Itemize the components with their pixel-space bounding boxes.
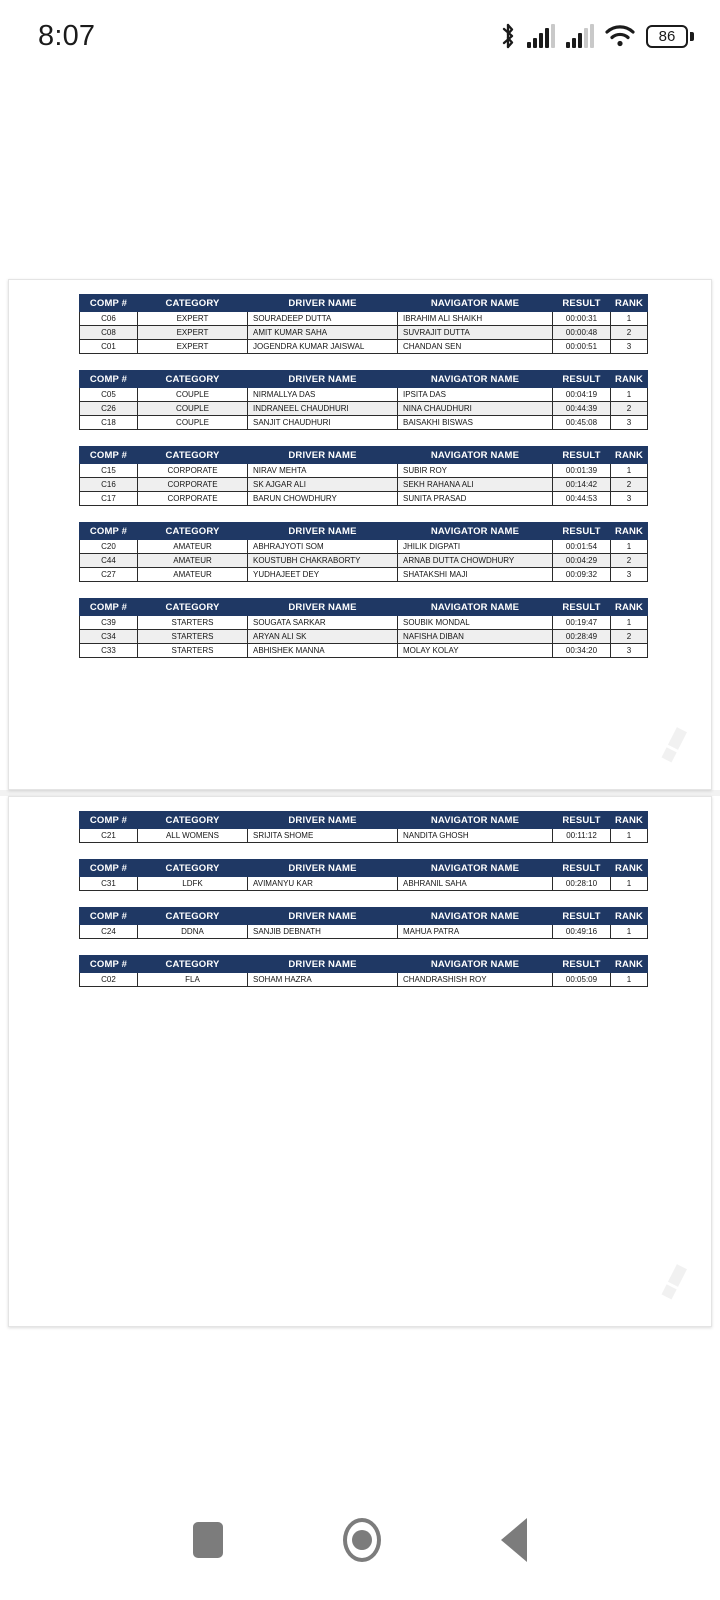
cell-driver: SOHAM HAZRA xyxy=(248,973,398,987)
cell-driver: SANJIB DEBNATH xyxy=(248,925,398,939)
cell-category: EXPERT xyxy=(138,340,248,354)
back-button[interactable] xyxy=(501,1518,527,1562)
cell-category: COUPLE xyxy=(138,416,248,430)
cell-rank: 1 xyxy=(611,540,648,554)
table-row xyxy=(80,312,648,326)
document-page-2 xyxy=(8,796,712,1327)
column-header-rank: RANK xyxy=(611,447,648,464)
cell-rank: 2 xyxy=(611,326,648,340)
column-header-category: CATEGORY xyxy=(138,295,248,312)
column-header-navigator: NAVIGATOR NAME xyxy=(398,812,553,829)
cell-result: 00:01:54 xyxy=(553,540,611,554)
cell-result: 00:45:08 xyxy=(553,416,611,430)
watermark-icon xyxy=(645,713,700,768)
cell-navigator: IBRAHIM ALI SHAIKH xyxy=(398,312,553,326)
cell-category: CORPORATE xyxy=(138,478,248,492)
cell-comp: C21 xyxy=(80,829,138,843)
cell-driver: BARUN CHOWDHURY xyxy=(248,492,398,506)
cell-navigator: SHATAKSHI MAJI xyxy=(398,568,553,582)
cell-navigator: JHILIK DIGPATI xyxy=(398,540,553,554)
column-header-comp: COMP # xyxy=(80,523,138,540)
table-row xyxy=(80,925,648,939)
cell-rank: 1 xyxy=(611,973,648,987)
document-viewer[interactable] xyxy=(0,72,720,1480)
column-header-category: CATEGORY xyxy=(138,447,248,464)
signal-sim2-icon xyxy=(566,24,594,48)
cell-comp: C01 xyxy=(80,340,138,354)
results-table-starters xyxy=(79,598,648,658)
column-header-navigator: NAVIGATOR NAME xyxy=(398,371,553,388)
column-header-navigator: NAVIGATOR NAME xyxy=(398,860,553,877)
table-row xyxy=(80,554,648,568)
cell-rank: 2 xyxy=(611,478,648,492)
column-header-driver: DRIVER NAME xyxy=(248,599,398,616)
cell-navigator: MOLAY KOLAY xyxy=(398,644,553,658)
column-header-driver: DRIVER NAME xyxy=(248,447,398,464)
watermark-icon xyxy=(645,1250,700,1305)
cell-comp: C34 xyxy=(80,630,138,644)
cell-comp: C02 xyxy=(80,973,138,987)
column-header-result: RESULT xyxy=(553,371,611,388)
results-table-all-womens xyxy=(79,811,648,843)
cell-category: EXPERT xyxy=(138,312,248,326)
cell-rank: 3 xyxy=(611,568,648,582)
cell-driver: JOGENDRA KUMAR JAISWAL xyxy=(248,340,398,354)
cell-rank: 2 xyxy=(611,402,648,416)
cell-result: 00:01:39 xyxy=(553,464,611,478)
table-row xyxy=(80,630,648,644)
cell-result: 00:04:29 xyxy=(553,554,611,568)
cell-comp: C20 xyxy=(80,540,138,554)
battery-level-label: 86 xyxy=(658,27,676,45)
cell-driver: ABHRAJYOTI SOM xyxy=(248,540,398,554)
table-header-row xyxy=(80,371,648,388)
cell-result: 00:11:12 xyxy=(553,829,611,843)
recents-button[interactable] xyxy=(193,1522,223,1558)
cell-comp: C26 xyxy=(80,402,138,416)
cell-navigator: ARNAB DUTTA CHOWDHURY xyxy=(398,554,553,568)
cell-category: AMATEUR xyxy=(138,540,248,554)
bluetooth-icon xyxy=(500,23,516,49)
table-row xyxy=(80,877,648,891)
column-header-driver: DRIVER NAME xyxy=(248,371,398,388)
column-header-result: RESULT xyxy=(553,812,611,829)
battery-icon xyxy=(646,25,694,48)
cell-rank: 1 xyxy=(611,616,648,630)
column-header-result: RESULT xyxy=(553,599,611,616)
cell-category: STARTERS xyxy=(138,616,248,630)
column-header-category: CATEGORY xyxy=(138,599,248,616)
cell-rank: 3 xyxy=(611,644,648,658)
cell-comp: C06 xyxy=(80,312,138,326)
cell-driver: NIRAV MEHTA xyxy=(248,464,398,478)
column-header-driver: DRIVER NAME xyxy=(248,812,398,829)
cell-navigator: SOUBIK MONDAL xyxy=(398,616,553,630)
cell-rank: 1 xyxy=(611,925,648,939)
results-table-couple xyxy=(79,370,648,430)
cell-driver: INDRANEEL CHAUDHURI xyxy=(248,402,398,416)
table-row xyxy=(80,388,648,402)
cell-driver: AMIT KUMAR SAHA xyxy=(248,326,398,340)
cell-category: AMATEUR xyxy=(138,554,248,568)
cell-result: 00:00:48 xyxy=(553,326,611,340)
column-header-category: CATEGORY xyxy=(138,812,248,829)
column-header-rank: RANK xyxy=(611,956,648,973)
document-page-1 xyxy=(8,279,712,790)
cell-comp: C17 xyxy=(80,492,138,506)
results-table-amateur xyxy=(79,522,648,582)
cell-result: 00:44:39 xyxy=(553,402,611,416)
cell-driver: KOUSTUBH CHAKRABORTY xyxy=(248,554,398,568)
cell-result: 00:19:47 xyxy=(553,616,611,630)
cell-navigator: ABHRANIL SAHA xyxy=(398,877,553,891)
column-header-comp: COMP # xyxy=(80,956,138,973)
table-header-row xyxy=(80,812,648,829)
status-bar xyxy=(0,0,720,72)
cell-comp: C27 xyxy=(80,568,138,582)
cell-category: FLA xyxy=(138,973,248,987)
page-2-content xyxy=(9,797,711,987)
table-row xyxy=(80,829,648,843)
table-row xyxy=(80,478,648,492)
cell-category: CORPORATE xyxy=(138,492,248,506)
table-row xyxy=(80,416,648,430)
cell-category: COUPLE xyxy=(138,402,248,416)
column-header-result: RESULT xyxy=(553,447,611,464)
cell-navigator: BAISAKHI BISWAS xyxy=(398,416,553,430)
column-header-comp: COMP # xyxy=(80,812,138,829)
column-header-comp: COMP # xyxy=(80,599,138,616)
status-bar-icons xyxy=(500,23,694,49)
column-header-category: CATEGORY xyxy=(138,523,248,540)
cell-driver: SOURADEEP DUTTA xyxy=(248,312,398,326)
column-header-comp: COMP # xyxy=(80,908,138,925)
cell-navigator: SUBIR ROY xyxy=(398,464,553,478)
cell-navigator: IPSITA DAS xyxy=(398,388,553,402)
cell-rank: 1 xyxy=(611,312,648,326)
column-header-category: CATEGORY xyxy=(138,371,248,388)
column-header-category: CATEGORY xyxy=(138,908,248,925)
cell-comp: C31 xyxy=(80,877,138,891)
cell-result: 00:04:19 xyxy=(553,388,611,402)
cell-rank: 3 xyxy=(611,340,648,354)
table-row xyxy=(80,464,648,478)
column-header-result: RESULT xyxy=(553,860,611,877)
table-row xyxy=(80,973,648,987)
cell-driver: SRIJITA SHOME xyxy=(248,829,398,843)
table-header-row xyxy=(80,599,648,616)
cell-driver: NIRMALLYA DAS xyxy=(248,388,398,402)
column-header-navigator: NAVIGATOR NAME xyxy=(398,447,553,464)
cell-result: 00:05:09 xyxy=(553,973,611,987)
column-header-navigator: NAVIGATOR NAME xyxy=(398,599,553,616)
cell-rank: 2 xyxy=(611,554,648,568)
column-header-category: CATEGORY xyxy=(138,860,248,877)
column-header-rank: RANK xyxy=(611,812,648,829)
cell-rank: 1 xyxy=(611,877,648,891)
column-header-driver: DRIVER NAME xyxy=(248,523,398,540)
cell-result: 00:34:20 xyxy=(553,644,611,658)
cell-driver: SOUGATA SARKAR xyxy=(248,616,398,630)
cell-category: STARTERS xyxy=(138,644,248,658)
cell-driver: SANJIT CHAUDHURI xyxy=(248,416,398,430)
cell-category: ALL WOMENS xyxy=(138,829,248,843)
column-header-navigator: NAVIGATOR NAME xyxy=(398,956,553,973)
column-header-driver: DRIVER NAME xyxy=(248,860,398,877)
column-header-rank: RANK xyxy=(611,295,648,312)
column-header-navigator: NAVIGATOR NAME xyxy=(398,908,553,925)
cell-comp: C18 xyxy=(80,416,138,430)
column-header-result: RESULT xyxy=(553,956,611,973)
results-table-ldfk xyxy=(79,859,648,891)
results-table-fla xyxy=(79,955,648,987)
cell-comp: C16 xyxy=(80,478,138,492)
column-header-driver: DRIVER NAME xyxy=(248,908,398,925)
cell-result: 00:28:10 xyxy=(553,877,611,891)
cell-driver: SK AJGAR ALI xyxy=(248,478,398,492)
cell-category: DDNA xyxy=(138,925,248,939)
results-table-expert xyxy=(79,294,648,354)
cell-category: AMATEUR xyxy=(138,568,248,582)
cell-driver: ARYAN ALI SK xyxy=(248,630,398,644)
cell-comp: C33 xyxy=(80,644,138,658)
signal-sim1-icon xyxy=(527,24,555,48)
cell-navigator: CHANDAN SEN xyxy=(398,340,553,354)
table-header-row xyxy=(80,295,648,312)
home-button[interactable] xyxy=(343,1518,381,1562)
table-header-row xyxy=(80,523,648,540)
column-header-category: CATEGORY xyxy=(138,956,248,973)
cell-comp: C08 xyxy=(80,326,138,340)
cell-rank: 1 xyxy=(611,464,648,478)
cell-category: STARTERS xyxy=(138,630,248,644)
cell-category: LDFK xyxy=(138,877,248,891)
status-bar-clock: 8:07 xyxy=(38,19,96,52)
table-header-row xyxy=(80,860,648,877)
cell-rank: 1 xyxy=(611,829,648,843)
cell-result: 00:14:42 xyxy=(553,478,611,492)
cell-category: EXPERT xyxy=(138,326,248,340)
table-row xyxy=(80,540,648,554)
cell-driver: ABHISHEK MANNA xyxy=(248,644,398,658)
table-row xyxy=(80,568,648,582)
column-header-result: RESULT xyxy=(553,908,611,925)
cell-result: 00:44:53 xyxy=(553,492,611,506)
column-header-rank: RANK xyxy=(611,908,648,925)
cell-comp: C05 xyxy=(80,388,138,402)
cell-navigator: SEKH RAHANA ALI xyxy=(398,478,553,492)
column-header-comp: COMP # xyxy=(80,371,138,388)
column-header-rank: RANK xyxy=(611,371,648,388)
results-table-corporate xyxy=(79,446,648,506)
table-row xyxy=(80,326,648,340)
cell-category: CORPORATE xyxy=(138,464,248,478)
cell-result: 00:00:31 xyxy=(553,312,611,326)
cell-driver: YUDHAJEET DEY xyxy=(248,568,398,582)
column-header-result: RESULT xyxy=(553,523,611,540)
cell-driver: AVIMANYU KAR xyxy=(248,877,398,891)
column-header-driver: DRIVER NAME xyxy=(248,956,398,973)
cell-navigator: NINA CHAUDHURI xyxy=(398,402,553,416)
table-row xyxy=(80,402,648,416)
column-header-rank: RANK xyxy=(611,599,648,616)
table-header-row xyxy=(80,908,648,925)
column-header-navigator: NAVIGATOR NAME xyxy=(398,523,553,540)
table-header-row xyxy=(80,956,648,973)
column-header-result: RESULT xyxy=(553,295,611,312)
results-table-ddna xyxy=(79,907,648,939)
cell-navigator: SUVRAJIT DUTTA xyxy=(398,326,553,340)
cell-result: 00:28:49 xyxy=(553,630,611,644)
cell-category: COUPLE xyxy=(138,388,248,402)
cell-comp: C15 xyxy=(80,464,138,478)
table-row xyxy=(80,644,648,658)
column-header-rank: RANK xyxy=(611,523,648,540)
cell-rank: 3 xyxy=(611,416,648,430)
page-1-content xyxy=(9,280,711,658)
cell-navigator: SUNITA PRASAD xyxy=(398,492,553,506)
table-row xyxy=(80,492,648,506)
column-header-comp: COMP # xyxy=(80,860,138,877)
column-header-rank: RANK xyxy=(611,860,648,877)
column-header-driver: DRIVER NAME xyxy=(248,295,398,312)
android-navigation-bar xyxy=(0,1480,720,1600)
cell-rank: 1 xyxy=(611,388,648,402)
cell-navigator: NAFISHA DIBAN xyxy=(398,630,553,644)
cell-navigator: NANDITA GHOSH xyxy=(398,829,553,843)
cell-navigator: MAHUA PATRA xyxy=(398,925,553,939)
cell-comp: C39 xyxy=(80,616,138,630)
wifi-icon xyxy=(605,24,635,48)
cell-navigator: CHANDRASHISH ROY xyxy=(398,973,553,987)
cell-comp: C44 xyxy=(80,554,138,568)
table-row xyxy=(80,616,648,630)
table-header-row xyxy=(80,447,648,464)
table-row xyxy=(80,340,648,354)
column-header-navigator: NAVIGATOR NAME xyxy=(398,295,553,312)
column-header-comp: COMP # xyxy=(80,447,138,464)
cell-result: 00:49:16 xyxy=(553,925,611,939)
cell-rank: 3 xyxy=(611,492,648,506)
cell-rank: 2 xyxy=(611,630,648,644)
cell-result: 00:09:32 xyxy=(553,568,611,582)
cell-comp: C24 xyxy=(80,925,138,939)
cell-result: 00:00:51 xyxy=(553,340,611,354)
column-header-comp: COMP # xyxy=(80,295,138,312)
